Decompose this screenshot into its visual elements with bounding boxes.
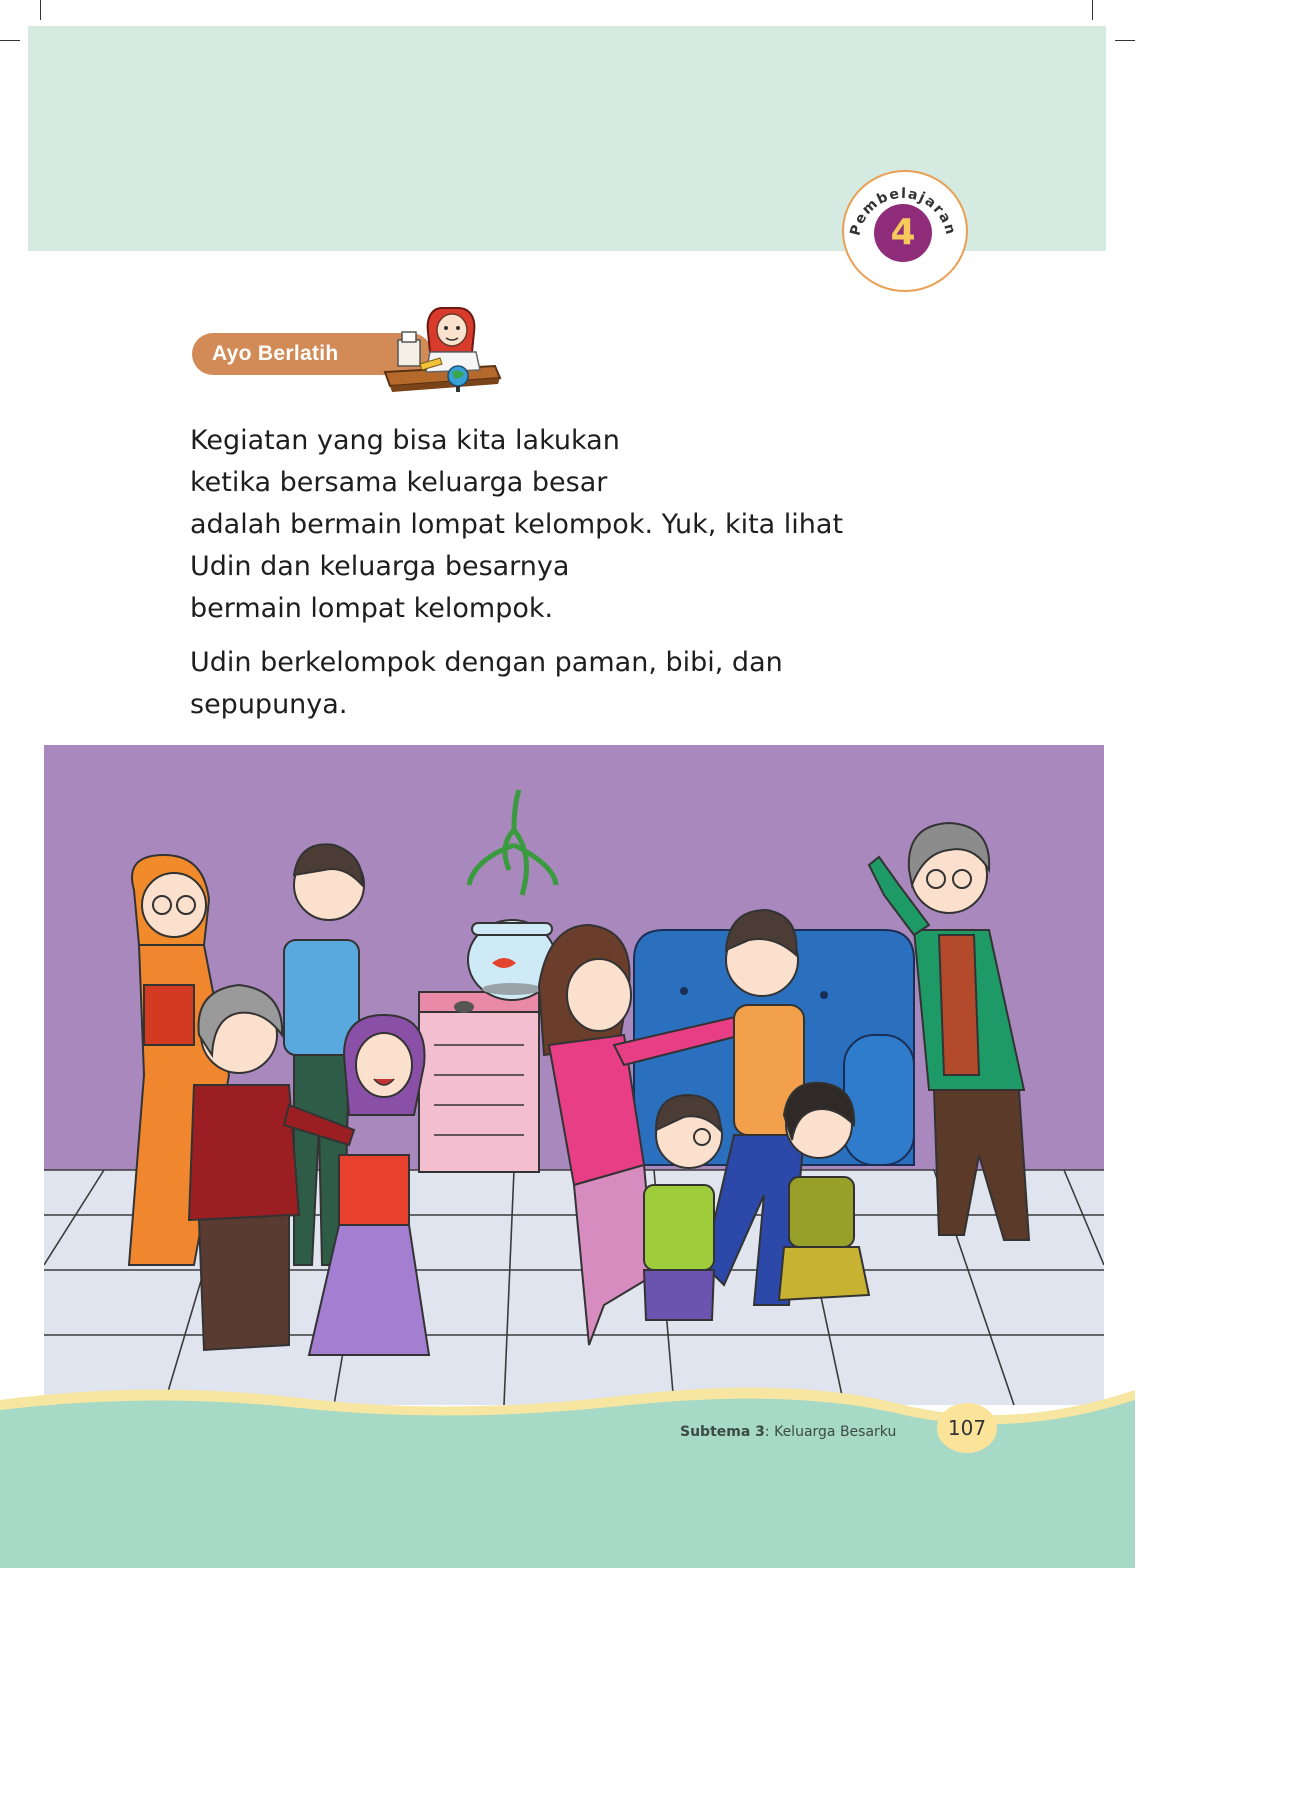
paragraph-line: sepupunya. [190,689,348,720]
crop-mark [0,40,20,41]
body-paragraph [190,642,950,726]
paragraph-line: adalah bermain lompat kelompok. Yuk, kita lihat [190,509,844,540]
footer-subtheme [680,1424,896,1440]
paragraph-line: ketika bersama keluarga besar [190,467,608,498]
paragraph-line: Udin berkelompok dengan paman, bibi, dan [190,647,783,678]
section-label: Ayo Berlatih [212,342,339,365]
paragraph-line: Kegiatan yang bisa kita lakukan [190,425,620,456]
cabinet [419,992,539,1172]
footer-subtheme-prefix: Subtema 3 [680,1424,765,1440]
page-number: 107 [947,1416,987,1440]
lesson-number: 4 [890,212,916,253]
family-game-illustration [44,745,1104,1405]
crop-mark [1115,40,1135,41]
footer-subtheme-title: : Keluarga Besarku [764,1424,897,1440]
paragraph-line: bermain lompat kelompok. [190,593,554,624]
crop-mark [1092,0,1093,20]
body-paragraph [190,420,950,630]
paragraph-line: Udin dan keluarga besarnya [190,551,570,582]
udin-green-shirt [644,1095,722,1320]
crop-mark [40,0,41,20]
lesson-label: Pembelajaran [847,185,959,238]
student-desk-illustration [380,300,505,400]
